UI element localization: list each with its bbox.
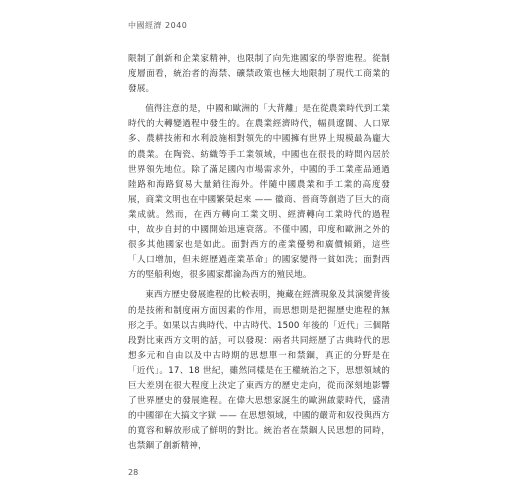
running-header: 中國經濟 2040	[128, 21, 188, 30]
page-number: 28	[128, 468, 139, 477]
paragraph-east-west-comparison: 東西方歷史發展進程的比較表明，掩藏在經濟現象及其演變背後的是技術和制度兩方面因素的作用，而思想則是把握歷史進程的無形之手。如果以古典時代、中古時代、1500 年後的「近代」三個階段對比東西方文明的話，可以發現：兩者共同經歷了古典時代的思想多元和自由以及中古時期的思想單一和禁錮，真正的分野是在「近代」。17、18 世紀，雖然同樣是在王權統治之下，思想領域的巨大差別在很大程度上決定了東西方的歷史走向，從而深刻地影響了世界歷史的發展進程。在偉大思想家誕生的歐洲啟蒙時代，盛清的中國卻在大搞文字獄 —— 在思想領域，中國的嚴苛和奴役與西方的寬容和解放形成了鮮明的對比。統治者在禁錮人民思想的同時，也禁錮了創新精神，	[128, 290, 391, 452]
body-text	[128, 52, 390, 459]
paragraph-great-divergence: 值得注意的是，中國和歐洲的「大背離」是在從農業時代到工業時代的大轉變過程中發生的。在農業經濟時代，幅員遼闊、人口眾多、農耕技術和水利設施相對領先的中國擁有世界上規模最為龐大的農業。在陶瓷、紡織等手工業領域，中國也在很長的時間內居於世界領先地位。除了滿足國內市場需求外，中國的手工業產品通過陸路和海路貿易大量銷往海外。伴隨中國農業和手工業的高度發展，商業文明也在中國繁榮起來 —— 徽商、晉商等創造了巨大的商業成就。然而，在西方轉向工業文明、經濟轉向工業時代的過程中，故步自封的中國開始迅速衰落。不僅中國，印度和歐洲之外的很多其他國家也是如此。面對西方的產業優勢和廣價傾銷，這些「人口增加，但未經歷過產業革命」的國家變得一貧如洗；面對西方的堅船利炮，很多國家都淪為西方的殖民地。	[128, 104, 391, 281]
paragraph-continuation: 限制了創新和企業家精神，也限制了向先進國家的學習進程。從制度層面看，統治者的海禁、礦禁政策也極大地限制了現代工商業的發展。	[128, 54, 390, 95]
